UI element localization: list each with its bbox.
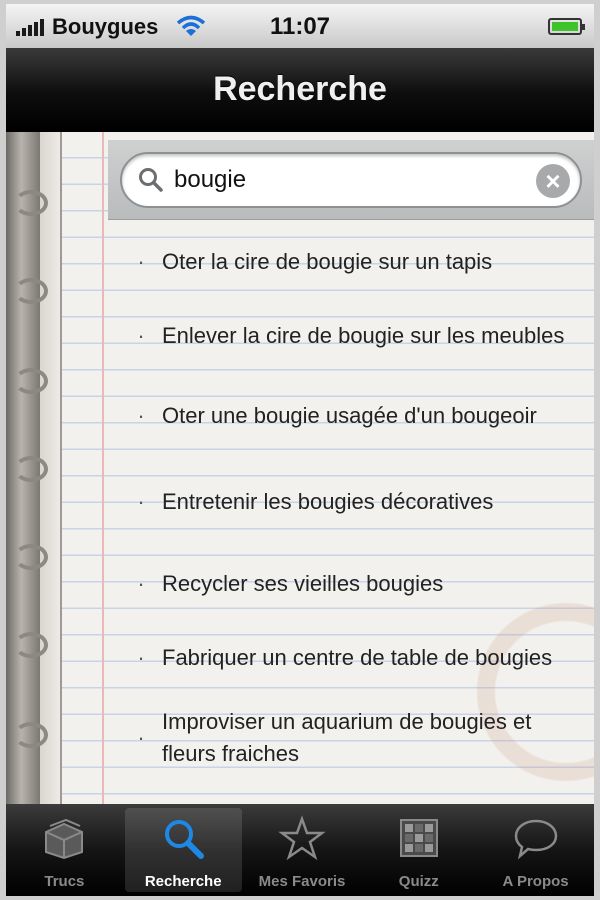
bullet-icon: · — [137, 403, 145, 428]
notebook-page — [6, 132, 594, 804]
tab-quizz[interactable] — [360, 804, 477, 896]
tab-recherche[interactable] — [125, 808, 242, 892]
result-label: Oter une bougie usagée d'un bougeoir — [162, 403, 537, 428]
bullet-icon: · — [137, 571, 145, 596]
clear-search-button[interactable]: × — [536, 164, 570, 198]
list-item[interactable] — [136, 556, 566, 612]
tab-bar — [6, 804, 594, 896]
binder-ring-icon — [14, 632, 48, 658]
navigation-bar — [6, 48, 594, 132]
list-item[interactable] — [136, 474, 566, 530]
tab-label: Quizz — [398, 873, 439, 890]
result-label: Improviser un aquarium de bougies et fleurs fraiches — [162, 709, 532, 766]
wifi-icon — [176, 14, 206, 38]
bullet-icon: · — [137, 725, 145, 750]
grid-icon — [395, 816, 443, 860]
result-label: Fabriquer un centre de table de bougies — [162, 645, 553, 670]
binder-ring-icon — [14, 278, 48, 304]
tab-a-propos[interactable] — [477, 804, 594, 896]
binder-ring-icon — [14, 368, 48, 394]
result-label: Enlever la cire de bougie sur les meubles — [162, 323, 565, 348]
list-item[interactable] — [136, 382, 566, 450]
status-time: 11:07 — [269, 13, 331, 40]
tab-label: Mes Favoris — [258, 873, 346, 890]
phone-screen — [6, 4, 594, 896]
tab-label: A Propos — [502, 873, 569, 890]
result-label: Oter la cire de bougie sur un tapis — [162, 249, 493, 274]
box-icon — [40, 816, 88, 860]
binder-ring-icon — [14, 456, 48, 482]
binder-ring-icon — [14, 722, 48, 748]
list-item[interactable] — [136, 704, 566, 772]
page-title: Recherche — [213, 70, 387, 108]
bullet-icon: · — [137, 249, 145, 274]
star-icon — [278, 816, 326, 860]
list-item[interactable] — [136, 624, 566, 692]
bullet-icon: · — [137, 645, 145, 670]
result-label: Entretenir les bougies décoratives — [162, 489, 494, 514]
battery-icon — [548, 18, 582, 35]
tab-label: Trucs — [44, 873, 85, 890]
bullet-icon: · — [137, 323, 145, 348]
search-icon — [138, 167, 164, 193]
binder-ring-icon — [14, 544, 48, 570]
search-field[interactable] — [120, 152, 582, 208]
binder-ring-icon — [14, 190, 48, 216]
tab-trucs[interactable] — [6, 804, 123, 896]
tab-mes-favoris[interactable] — [244, 804, 361, 896]
result-label: Recycler ses vieilles bougies — [162, 571, 444, 596]
signal-strength-icon — [16, 18, 44, 36]
search-icon — [159, 816, 207, 860]
margin-line — [102, 132, 104, 804]
search-bar — [108, 140, 594, 220]
search-input[interactable] — [174, 162, 504, 198]
speech-bubble-icon — [512, 816, 560, 860]
list-item[interactable] — [136, 234, 566, 290]
bullet-icon: · — [137, 489, 145, 514]
list-item[interactable] — [136, 302, 566, 370]
tab-label: Recherche — [144, 873, 222, 890]
status-bar — [6, 4, 594, 48]
carrier-name: Bouygues — [52, 14, 159, 39]
